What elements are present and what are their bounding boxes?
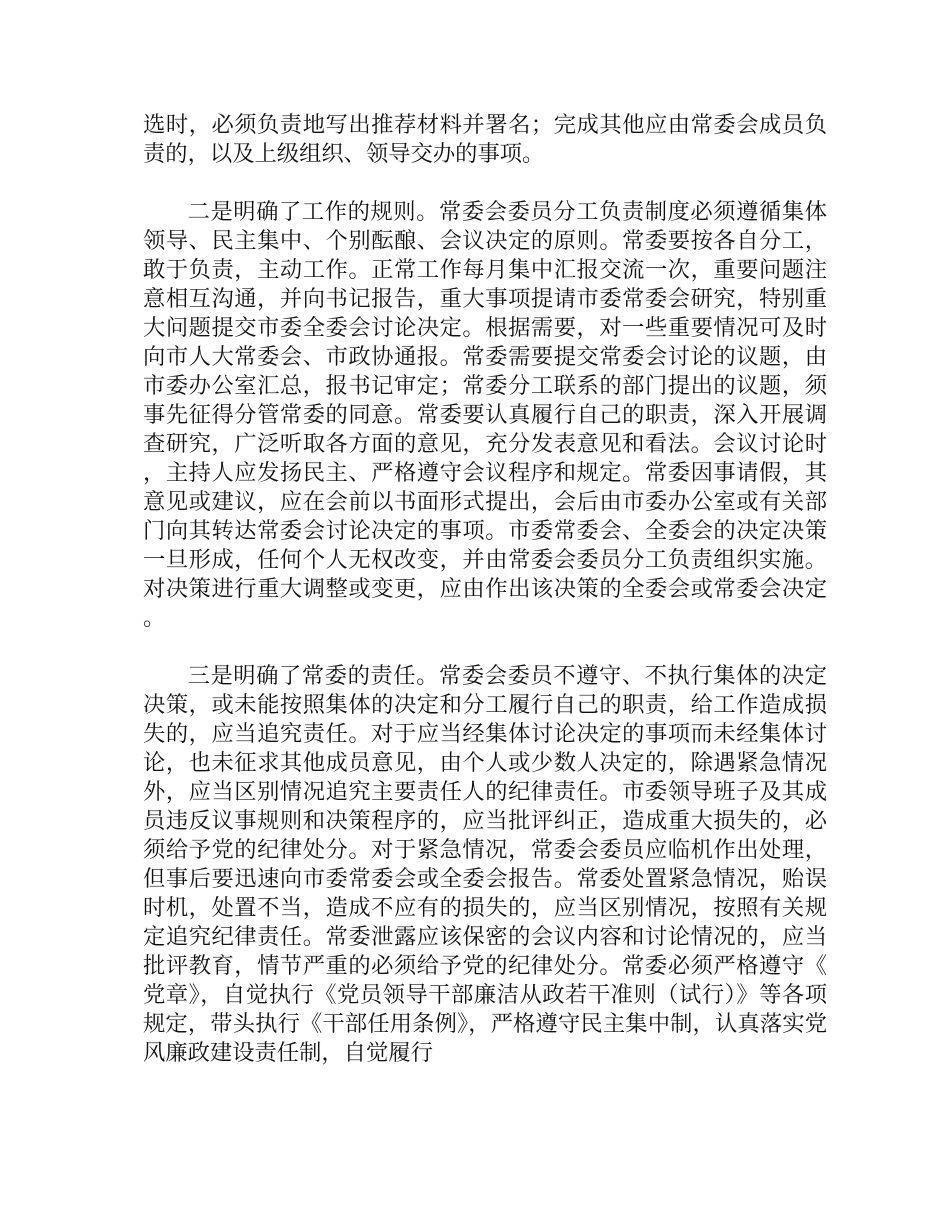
paragraph-continuation: 选时，必须负责地写出推荐材料并署名；完成其他应由常委会成员负责的，以及上级组织、领导交办的事项。 bbox=[143, 112, 827, 167]
paragraph-responsibilities: 三是明确了常委的责任。常委会委员不遵守、不执行集体的决定决策，或未能按照集体的决定和分工履行自己的职责，给工作造成损失的，应当追究责任。对于应当经集体讨论决定的事项而未经集体讨论，也未征求其他成员意见，由个人或少数人决定的，除遇紧急情况外，应当区别情况追究主要责任人的纪律责任。市委领导班子及其成员违反议事规则和决策程序的，应当批评纠正，造成重大损失的，必须给予党的纪律处分。对于紧急情况，常委会委员应临机作出处理，但事后要迅速向市委常委会或全委会报告。常委处置紧急情况，贻误时机，处置不当，造成不应有的损失的，应当区别情况，按照有关规定追究纪律责任。常委泄露应该保密的会议内容和讨论情况的，应当批评教育，情节严重的必须给予党的纪律处分。常委必须严格遵守《党章》，自觉执行《党员领导干部廉洁从政若干准则（试行）》等各项规定，带头执行《干部任用条例》，严格遵守民主集中制，认真落实党风廉政建设责任制，自觉履行 bbox=[143, 663, 827, 1066]
paragraph-work-rules: 二是明确了工作的规则。常委会委员分工负责制度必须遵循集体领导、民主集中、个别酝酿、会议决定的原则。常委要按各自分工，敢于负责，主动工作。正常工作每月集中汇报交流一次，重要问题注意相互沟通，并向书记报告，重大事项提请市委常委会研究，特别重大问题提交市委全委会讨论决定。根据需要，对一些重要情况可及时向市人大常委会、市政协通报。常委需要提交常委会讨论的议题，由市委办公室汇总，报书记审定；常委分工联系的部门提出的议题，须事先征得分管常委的同意。常委要认真履行自己的职责，深入开展调查研究，广泛听取各方面的意见，充分发表意见和看法。会议讨论时，主持人应发扬民主、严格遵守会议程序和规定。常委因事请假，其意见或建议，应在会前以书面形式提出，会后由市委办公室或有关部门向其转达常委会讨论决定的事项。市委常委会、全委会的决定决策一旦形成，任何个人无权改变，并由常委会委员分工负责组织实施。对决策进行重大调整或变更，应由作出该决策的全委会或常委会决定。 bbox=[143, 199, 827, 631]
document-page bbox=[143, 111, 827, 1068]
